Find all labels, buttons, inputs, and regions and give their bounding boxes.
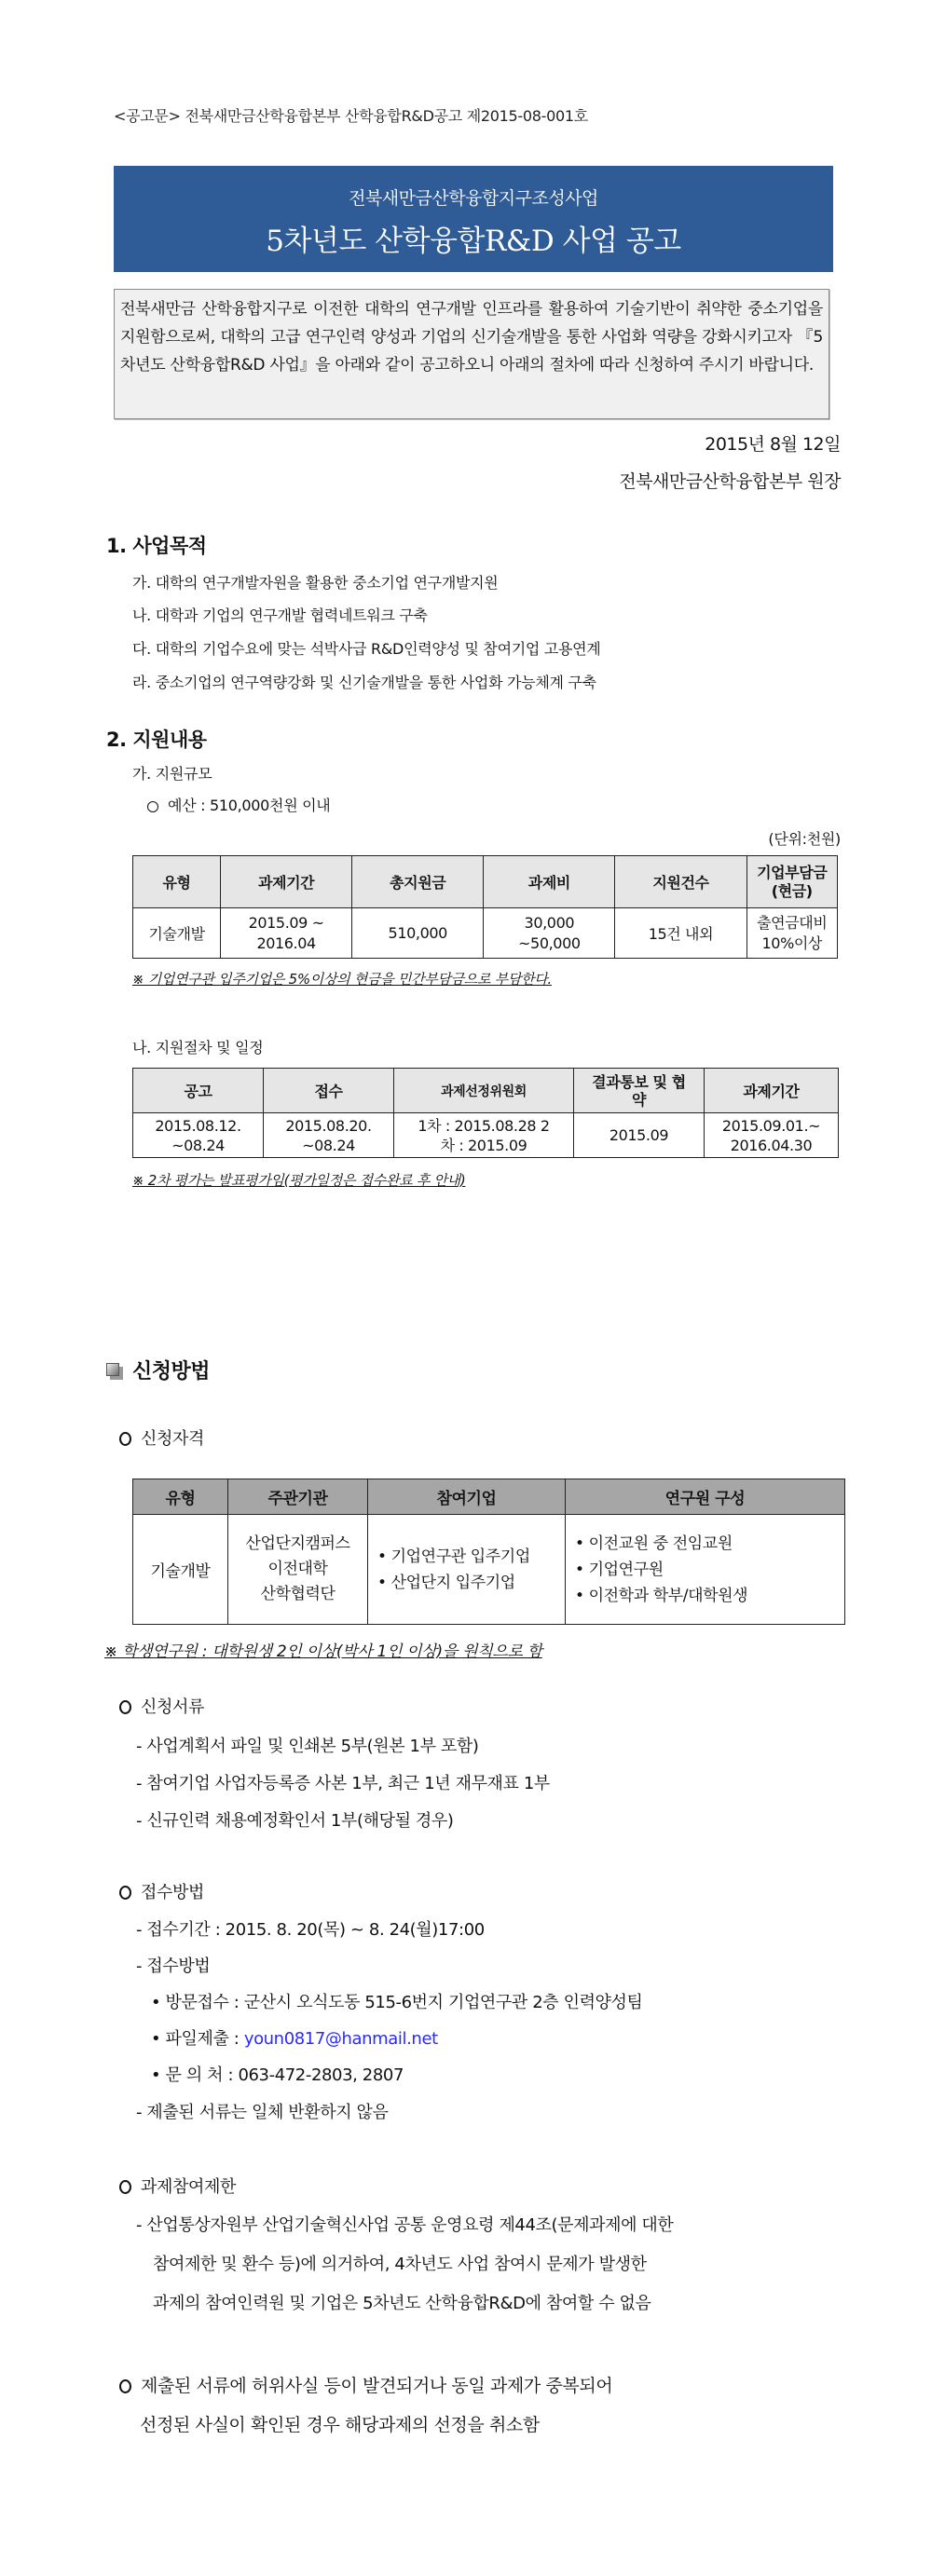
documents-item: - 참여기업 사업자등록증 사본 1부, 최근 1년 재무재표 1부: [136, 1774, 550, 1793]
eligibility-heading: 신청자격: [119, 1425, 204, 1450]
table-header: 과제기간: [221, 856, 352, 908]
table-header: 연구원 구성: [566, 1479, 845, 1515]
restriction-line: 과제의 참여인력원 및 기업은 5차년도 산학융합R&D에 참여할 수 없음: [153, 2294, 651, 2313]
table-cell-companies: • 기업연구관 입주기업 • 산업단지 입주기업: [368, 1515, 566, 1625]
table-cell: 2015.08.20. ~08.24: [264, 1113, 394, 1158]
table-cell: 15건 내외: [615, 908, 746, 959]
table-header: 총지원금: [352, 856, 484, 908]
announcement-date: 2015년 8월 12일: [705, 434, 841, 455]
table-cell: 2015.08.12. ~08.24: [133, 1113, 264, 1158]
purpose-item: 가. 대학의 연구개발자원을 활용한 중소기업 연구개발지원: [132, 574, 499, 592]
table-cell: 기술개발: [133, 908, 221, 959]
schedule-table: [132, 1068, 839, 1158]
title-banner: [114, 166, 833, 272]
schedule-note: ※ 2차 평가는 발표평가임(평가일정은 접수완료 후 안내): [132, 1172, 466, 1189]
table-header: 결과통보 및 협약: [574, 1069, 705, 1113]
table-header-row: [133, 1479, 845, 1515]
submission-heading: 접수방법: [119, 1879, 204, 1903]
table-cell-researchers: • 이전교원 중 전임교원 • 기업연구원 • 이전학과 학부/대학원생: [566, 1515, 845, 1625]
cancellation-line: 선정된 사실이 확인된 경우 해당과제의 선정을 취소함: [140, 2415, 540, 2435]
restriction-line: - 산업통상자원부 산업기술혁신사업 공통 운영요령 제44조(문제과제에 대한: [136, 2215, 674, 2235]
submission-method-label: - 접수방법: [136, 1956, 211, 1976]
table-cell: 1차 : 2015.08.28 2차 : 2015.09: [394, 1113, 574, 1158]
table-row: [133, 1515, 845, 1625]
eligibility-note: ※ 학생연구원 : 대학원생 2인 이상(박사 1인 이상)을 원칙으로 함: [104, 1642, 542, 1661]
section-support-title: 2. 지원내용: [106, 729, 207, 751]
table-header: 접수: [264, 1069, 394, 1113]
table-header: 과제비: [484, 856, 615, 908]
support-table: [132, 855, 838, 959]
issuer: 전북새만금산학융합본부 원장: [619, 471, 841, 492]
eligibility-table: [132, 1479, 845, 1625]
table-header: 과제기간: [705, 1069, 839, 1113]
table-header: 지원건수: [615, 856, 746, 908]
submission-visit: • 방문접수 : 군산시 오식도동 515-6번지 기업연구관 2층 인력양성팀: [151, 1993, 643, 2012]
documents-heading: 신청서류: [119, 1694, 204, 1718]
circle-bullet-icon: [119, 2180, 131, 2194]
budget-text: 예산 : 510,000천원 이내: [168, 797, 331, 814]
table-cell: 2015.09 ~ 2016.04: [221, 908, 352, 959]
table-header: 참여기업: [368, 1479, 566, 1515]
purpose-item: 나. 대학과 기업의 연구개발 협력네트워크 구축: [132, 607, 428, 624]
circle-bullet-icon: [119, 1432, 131, 1446]
circle-bullet-icon: [119, 2379, 131, 2393]
banner-title: 5차년도 산학융합R&D 사업 공고: [266, 225, 681, 258]
documents-item: - 사업계획서 파일 및 인쇄본 5부(원본 1부 포함): [136, 1737, 479, 1756]
table-header-row: [133, 856, 838, 908]
circle-bullet-icon: [119, 1886, 131, 1900]
restriction-heading: 과제참여제한: [119, 2174, 236, 2198]
table-header-row: [133, 1069, 839, 1113]
submission-period: - 접수기간 : 2015. 8. 20(목) ~ 8. 24(월)17:00: [136, 1920, 485, 1940]
table-row: [133, 908, 838, 959]
table-header: 공고: [133, 1069, 264, 1113]
purpose-item: 다. 대학의 기업수요에 맞는 석박사급 R&D인력양성 및 참여기업 고용연계: [132, 640, 601, 658]
table-header: 주관기관: [228, 1479, 368, 1515]
table-header: 유형: [133, 856, 221, 908]
table-cell: 30,000 ~50,000: [484, 908, 615, 959]
submission-contact: • 문 의 처 : 063-472-2803, 2807: [151, 2065, 404, 2085]
intro-box: [114, 289, 829, 419]
section-purpose-title: 1. 사업목적: [106, 535, 207, 557]
support-note: ※ 기업연구관 입주기업은 5%이상의 현금을 민간부담금으로 부담한다.: [132, 971, 552, 988]
unit-label: (단위:천원): [768, 830, 841, 848]
banner-subtitle: 전북새만금산학융합지구조성사업: [349, 188, 598, 209]
table-header: 과제선정위원회: [394, 1069, 574, 1113]
email-link[interactable]: youn0817@hanmail.net: [243, 2029, 438, 2049]
documents-item: - 신규인력 채용예정확인서 1부(해당될 경우): [136, 1811, 454, 1831]
schedule-heading: 나. 지원절차 및 일정: [132, 1039, 264, 1056]
circle-bullet-icon: [119, 1700, 131, 1714]
table-cell-host: 산업단지캠퍼스 이전대학 산학협력단: [228, 1515, 368, 1625]
submission-no-return: - 제출된 서류는 일체 반환하지 않음: [136, 2103, 389, 2122]
restriction-line: 참여제한 및 환수 등)에 의거하여, 4차년도 사업 참여시 문제가 발생한: [153, 2255, 647, 2274]
notice-number: <공고문> 전북새만금산학융합본부 산학융합R&D공고 제2015-08-001호: [114, 107, 588, 125]
application-title-text: 신청방법: [132, 1360, 211, 1383]
cancellation-line: 제출된 서류에 허위사실 등이 발견되거나 동일 과제가 중복되어: [119, 2372, 612, 2397]
table-cell: 510,000: [352, 908, 484, 959]
table-header: 기업부담금 (현금): [746, 856, 837, 908]
intro-text: 전북새만금 산학융합지구로 이전한 대학의 연구개발 인프라를 활용하여 기술기반이 취약한 중소기업을 지원함으로써, 대학의 고급 연구인력 양성과 기업의 신기술개발을 통한 사업화 역량을 강화시키고자 『5차년도 산학융합R&D 사업』을 아래와 같이 공고하오니 아래의 절차에 따라 신청하여 주시기 바랍니다.: [120, 300, 823, 375]
table-cell: 2015.09: [574, 1113, 705, 1158]
purpose-item: 라. 중소기업의 연구역량강화 및 신기술개발을 통한 사업화 가능체계 구축: [132, 674, 596, 691]
scale-heading: 가. 지원규모: [132, 765, 212, 783]
table-cell-type: 기술개발: [133, 1515, 228, 1625]
application-section-title: [106, 1356, 210, 1384]
table-cell: 2015.09.01.~ 2016.04.30: [705, 1113, 839, 1158]
budget-line: [147, 794, 330, 815]
table-cell: 출연금대비 10%이상: [746, 908, 837, 959]
table-header: 유형: [133, 1479, 228, 1515]
table-row: [133, 1113, 839, 1158]
section-square-icon: [106, 1363, 123, 1380]
circle-bullet-icon: [147, 801, 158, 812]
submission-file: • 파일제출 : youn0817@hanmail.net: [151, 2029, 438, 2049]
